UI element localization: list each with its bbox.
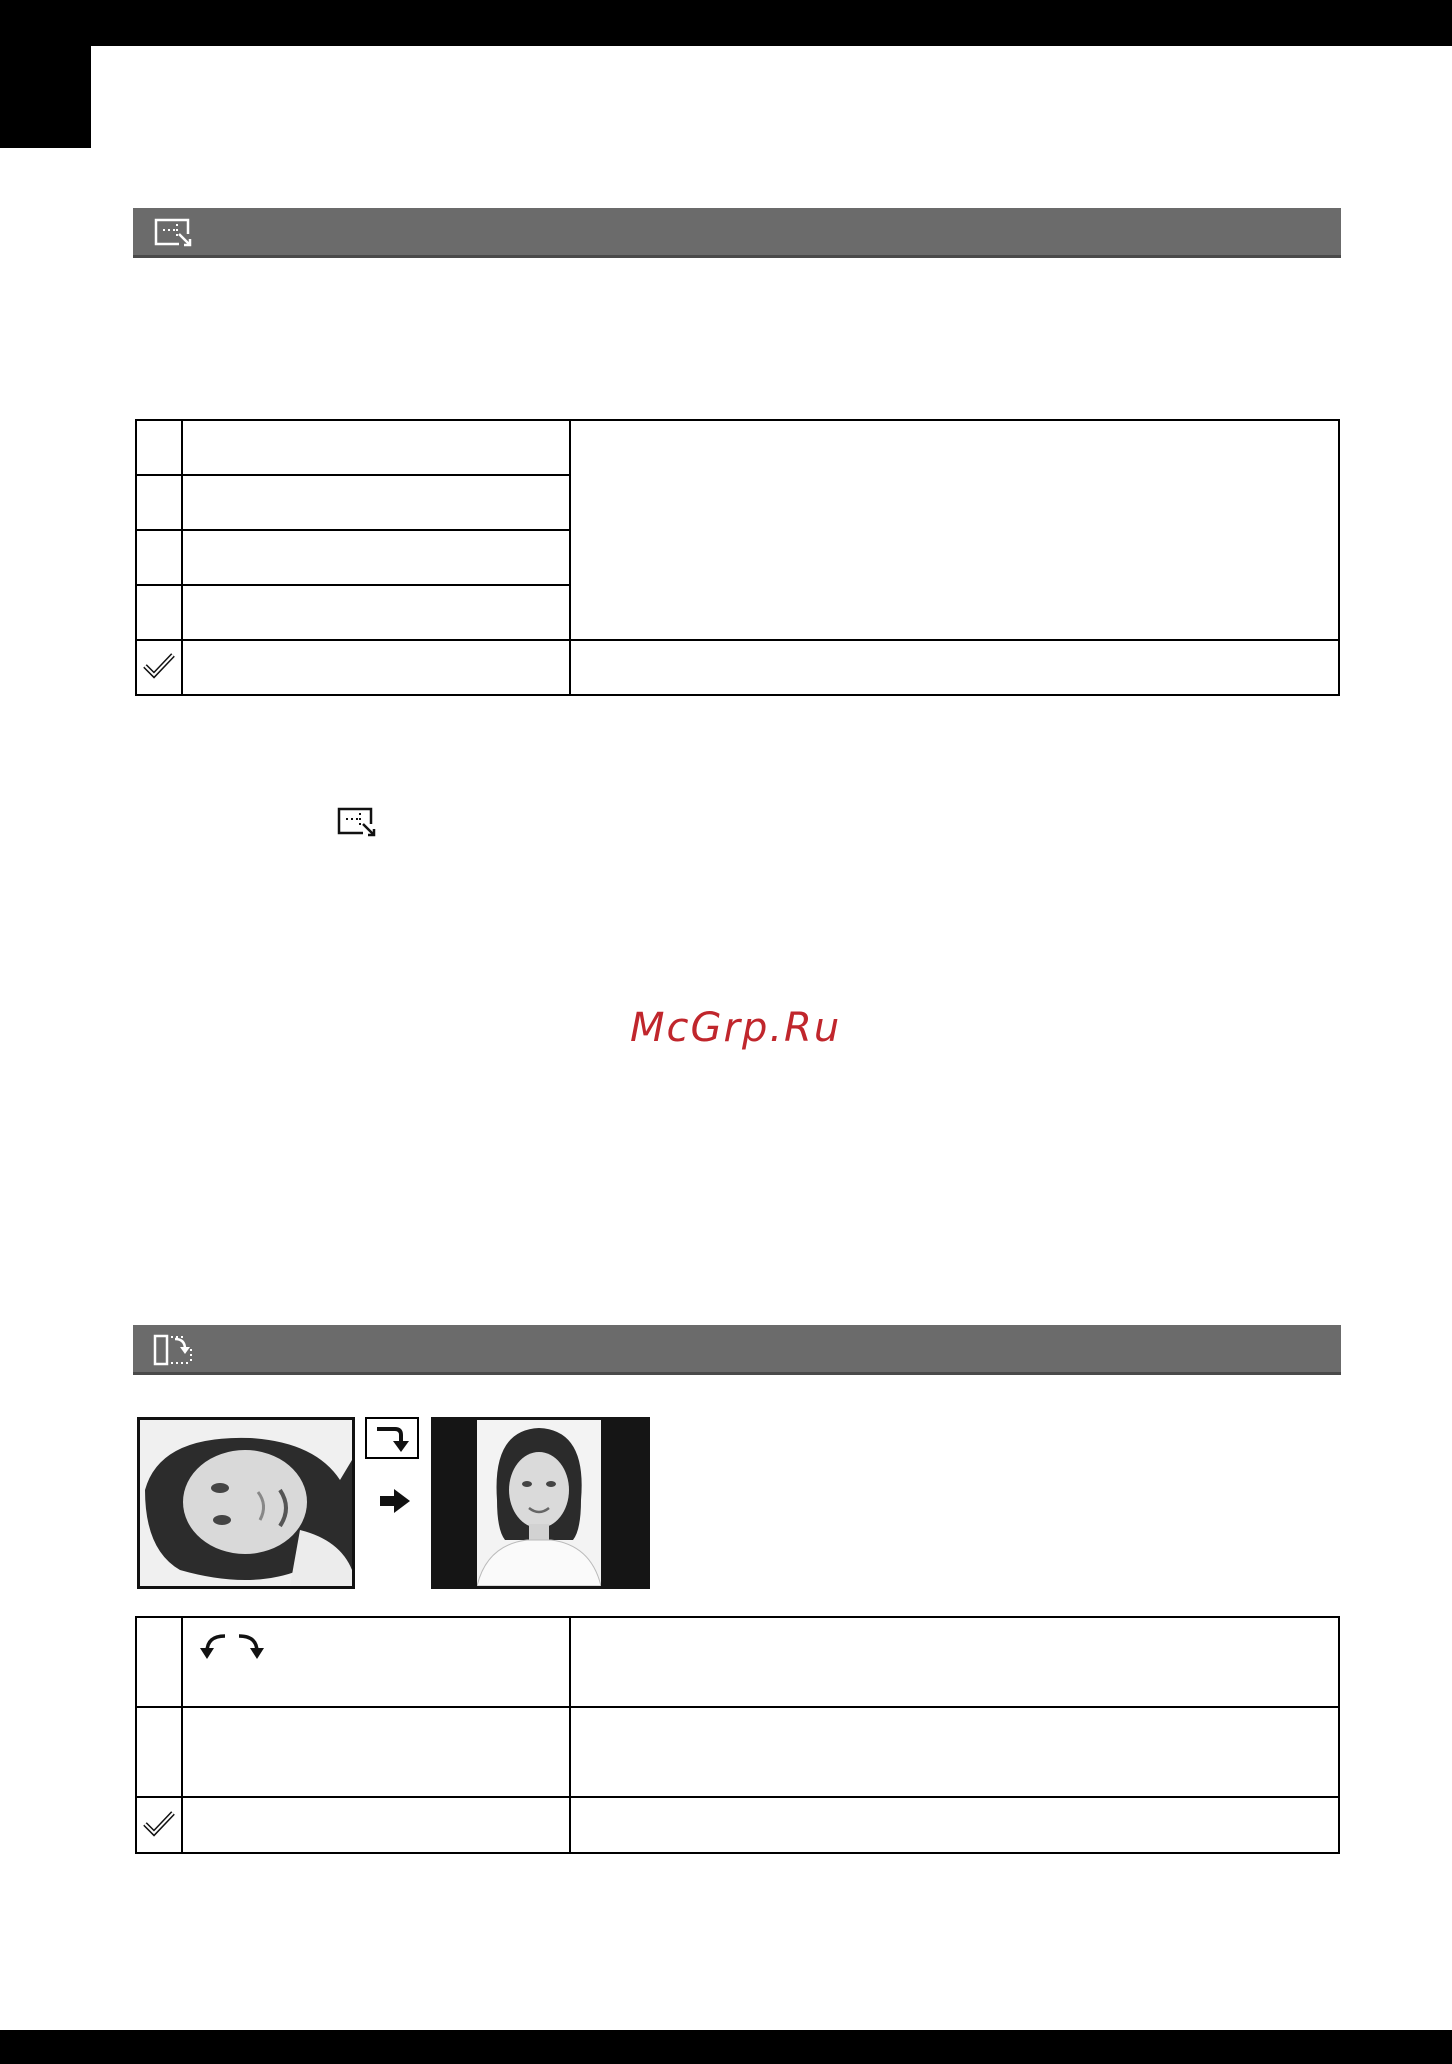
- check-icon: [142, 1808, 176, 1838]
- table-row: [136, 1797, 1339, 1853]
- row-name: [182, 585, 570, 640]
- table-row: [136, 1707, 1339, 1797]
- row-mark: [136, 475, 182, 530]
- row-mark: [136, 585, 182, 640]
- table-row: [136, 1617, 1339, 1707]
- corner-tab: [0, 0, 91, 148]
- photo-after-rotation: [431, 1417, 650, 1589]
- photo-before-rotation: [137, 1417, 355, 1589]
- arrow-right-icon: [378, 1487, 412, 1515]
- resize-options-table: [135, 419, 1340, 696]
- row-name: [182, 1707, 570, 1797]
- row-mark: [136, 420, 182, 475]
- resize-icon: [336, 805, 380, 841]
- row-desc: [570, 1617, 1339, 1707]
- row-name: [182, 640, 570, 695]
- row-desc: [570, 420, 1339, 640]
- table-row: [136, 420, 1339, 475]
- rotate-options-table: [135, 1616, 1340, 1854]
- row-mark: [136, 1797, 182, 1853]
- section-header-resize: [133, 208, 1341, 258]
- rotate-right-icon: [367, 1419, 417, 1457]
- table-row: [136, 640, 1339, 695]
- row-name: [182, 1797, 570, 1853]
- portrait-rotated-image: [140, 1420, 352, 1586]
- row-mark: [136, 1707, 182, 1797]
- rotate-left-right-icon: [197, 1628, 267, 1662]
- check-icon: [142, 650, 176, 680]
- row-name: [182, 475, 570, 530]
- top-black-bar: [0, 0, 1452, 46]
- row-name: [182, 530, 570, 585]
- rotate-indicator: [365, 1417, 419, 1459]
- section-header-rotate: [133, 1325, 1341, 1375]
- rotate-image-icon: [153, 1333, 195, 1367]
- row-name: [182, 1617, 570, 1707]
- portrait-upright-image: [477, 1420, 601, 1586]
- row-desc: [570, 1707, 1339, 1797]
- row-mark: [136, 530, 182, 585]
- row-name: [182, 420, 570, 475]
- row-desc: [570, 1797, 1339, 1853]
- row-mark: [136, 640, 182, 695]
- row-mark: [136, 1617, 182, 1707]
- resize-icon: [153, 216, 195, 250]
- row-desc: [570, 640, 1339, 695]
- bottom-black-bar: [0, 2030, 1452, 2064]
- watermark: McGrp.Ru: [630, 1005, 842, 1051]
